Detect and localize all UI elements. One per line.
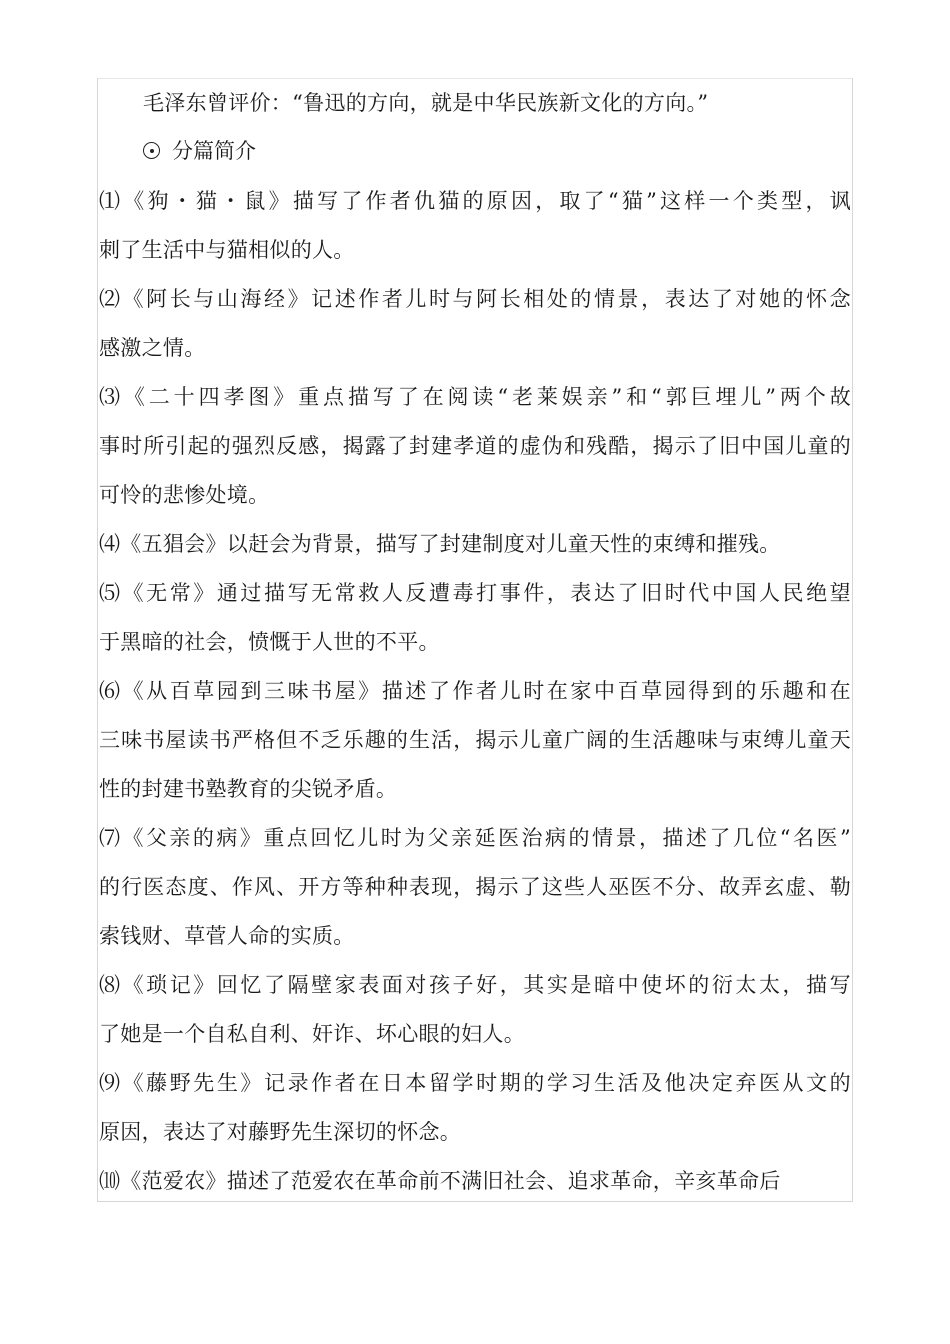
paragraph-line: 可怜的悲惨处境。 (99, 483, 270, 507)
paragraph-line: ⑸《无常》通过描写无常救人反遭毒打事件，表达了旧时代中国人民绝望 (99, 581, 851, 605)
paragraph-line: ⑺《父亲的病》重点回忆儿时为父亲延医治病的情景，描述了几位“名医” (99, 826, 851, 850)
paragraph-line: 性的封建书塾教育的尖锐矛盾。 (99, 777, 398, 801)
section-heading (143, 136, 256, 166)
paragraph-line: ⑶《二十四孝图》重点描写了在阅读“老莱娱亲”和“郭巨埋儿”两个故 (99, 385, 851, 409)
paragraph-line: ⑻《琐记》回忆了隔壁家表面对孩子好，其实是暗中使坏的衍太太，描写 (99, 973, 851, 997)
section-heading-label: 分篇简介 (172, 139, 256, 163)
paragraph-line: ⑷《五猖会》以赶会为背景，描写了封建制度对儿童天性的束缚和摧残。 (99, 532, 781, 556)
paragraph-line: 刺了生活中与猫相似的人。 (99, 238, 355, 262)
paragraph-line: 索钱财、草菅人命的实质。 (99, 924, 355, 948)
intro-quote-line: 毛泽东曾评价：“鲁迅的方向，就是中华民族新文化的方向。” (143, 91, 709, 115)
paragraph-line: 原因，表达了对藤野先生深切的怀念。 (99, 1120, 462, 1144)
paragraph-line: ⑴《狗・猫・鼠》描写了作者仇猫的原因，取了“猫”这样一个类型，讽 (99, 189, 851, 213)
paragraph-line: 事时所引起的强烈反感，揭露了封建孝道的虚伪和残酷，揭示了旧中国儿童的 (99, 434, 851, 458)
paragraph-line: 了她是一个自私自利、奸诈、坏心眼的妇人。 (99, 1022, 525, 1046)
paragraph-line: 感激之情。 (99, 336, 206, 360)
paragraph-line: ⑽《范爱农》描述了范爱农在革命前不满旧社会、追求革命，辛亥革命后 (99, 1169, 781, 1193)
paragraph-line: 三味书屋读书严格但不乏乐趣的生活，揭示儿童广阔的生活趣味与束缚儿童天 (99, 728, 851, 752)
paragraph-line: 于黑暗的社会，愤慨于人世的不平。 (99, 630, 440, 654)
paragraph-line: ⑹《从百草园到三味书屋》描述了作者儿时在家中百草园得到的乐趣和在 (99, 679, 851, 703)
paragraph-line: ⑵《阿长与山海经》记述作者儿时与阿长相处的情景，表达了对她的怀念 (99, 287, 851, 311)
circle-dot-icon (143, 142, 160, 159)
paragraph-line: ⑼《藤野先生》记录作者在日本留学时期的学习生活及他决定弃医从文的 (99, 1071, 851, 1095)
paragraph-line: 的行医态度、作风、开方等种种表现，揭示了这些人巫医不分、故弄玄虚、勒 (99, 875, 851, 899)
